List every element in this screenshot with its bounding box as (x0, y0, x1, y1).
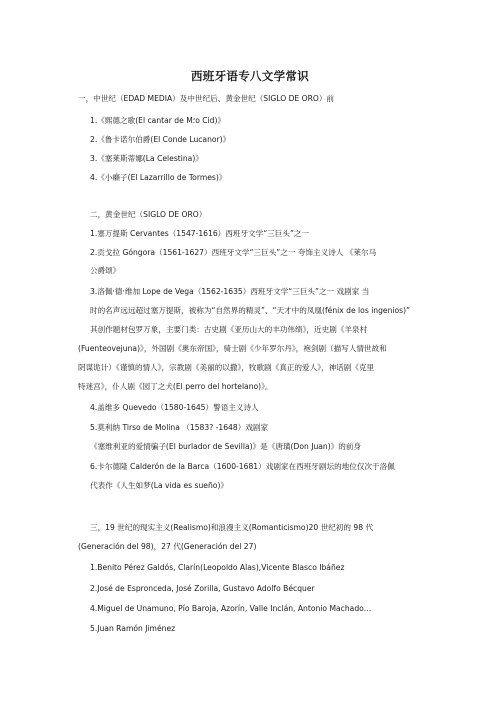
section-2-line: 6.卡尔德隆 Calderón de la Barca（1600-1681）戏剧家在西班牙剧坛的地位仅次于洛佩 (90, 462, 395, 471)
section-2-line: (Fuenteovejuna)》，外国剧《奥东帝国》，骑士剧《少年罗尔丹》，袍剑剧（描写人情世故和 (78, 344, 387, 353)
section-2-line: 1.塞万提斯 Cervantes（1547-1616）西班牙文学“三巨头”之一 (90, 229, 310, 238)
document-title: 西班牙语专八文学常识 (191, 69, 309, 83)
section-2-line: 其创作题材包罗万象，主要门类：古史剧《亚历山大的丰功伟绩》，近史剧《羊泉村 (90, 325, 368, 334)
section-3-item: 1.Benito Pérez Galdós, Clarín(Leopoldo Alas),Vicente Blasco Ibáñez (90, 563, 345, 572)
section-1-heading: 一，中世纪（EDAD MEDIA）及中世纪后、黄金世纪（SIGLO DE ORO）前 (78, 94, 335, 103)
section-3-item: 4.Miguel de Unamuno, Pío Baroja, Azorín, Valle Inclán, Antonio Machado… (90, 604, 372, 613)
section-3-heading-continued: (Generación del 98)，27 代(Generación del 27) (78, 542, 257, 551)
section-1-item: 1.《熙德之歌(El cantar de M؛o Cid)》 (90, 116, 226, 125)
section-2-line: 5.莫利纳 Tirso de Molina （1583? -1648）戏剧家 (90, 423, 269, 432)
section-2-heading: 二，黄金世纪（SIGLO DE ORO） (90, 210, 207, 219)
section-1-item: 3.《塞莱斯蒂娜(La Celestina)》 (90, 154, 203, 163)
section-1-item: 2.《鲁卡诺尔伯爵(El Conde Lucanor)》 (90, 135, 231, 144)
section-3-heading: 三，19 世纪的现实主义(Realismo)和浪漫主义(Romanticismo)20 世纪初的 98 代 (90, 523, 374, 532)
section-2-line: 2.贡戈拉 Góngora（1561-1627）西班牙文学“三巨头”之一 夸饰主义诗人 《莱尔马 (90, 248, 377, 257)
section-2-line: 特迷宫》，仆人剧《园丁之犬(El perro del hortelano)》。 (78, 382, 273, 391)
section-1-item: 4.《小癞子(El Lazarrillo de Tormes)》 (90, 173, 227, 182)
section-3-item: 5.Juan Ramón Jiménez (90, 624, 176, 633)
section-2-line: 阴谋诡计）《谨慎的情人》，宗教剧《美丽的以撒》，牧歌剧《真正的爱人》，神话剧《克里 (78, 363, 375, 372)
section-2-line: 时的名声远远超过塞万提斯，被称为“自然界的精灵”、“天才中的凤凰(fénix de los ingenios)” (90, 306, 411, 315)
section-2-line: 代表作《人生如梦(La vida es sueño)》 (90, 481, 228, 490)
section-3-item: 2.José de Espronceda, José Zorilla, Gustavo Adolfo Bécquer (90, 584, 315, 593)
section-2-line: 3.洛佩·德·维加 Lope de Vega（1562-1635）西班牙文学“三巨头”之一 戏剧家 当 (90, 287, 370, 296)
section-2-line: 公爵颂》 (90, 266, 121, 275)
section-2-line: 4.盖维多 Quevedo（1580-1645）警语主义诗人 (90, 403, 259, 412)
section-2-line: 《塞维利亚的爱情骗子(El burlador de Sevilla)》是《唐璜(Don Juan)》的前身 (90, 442, 362, 451)
